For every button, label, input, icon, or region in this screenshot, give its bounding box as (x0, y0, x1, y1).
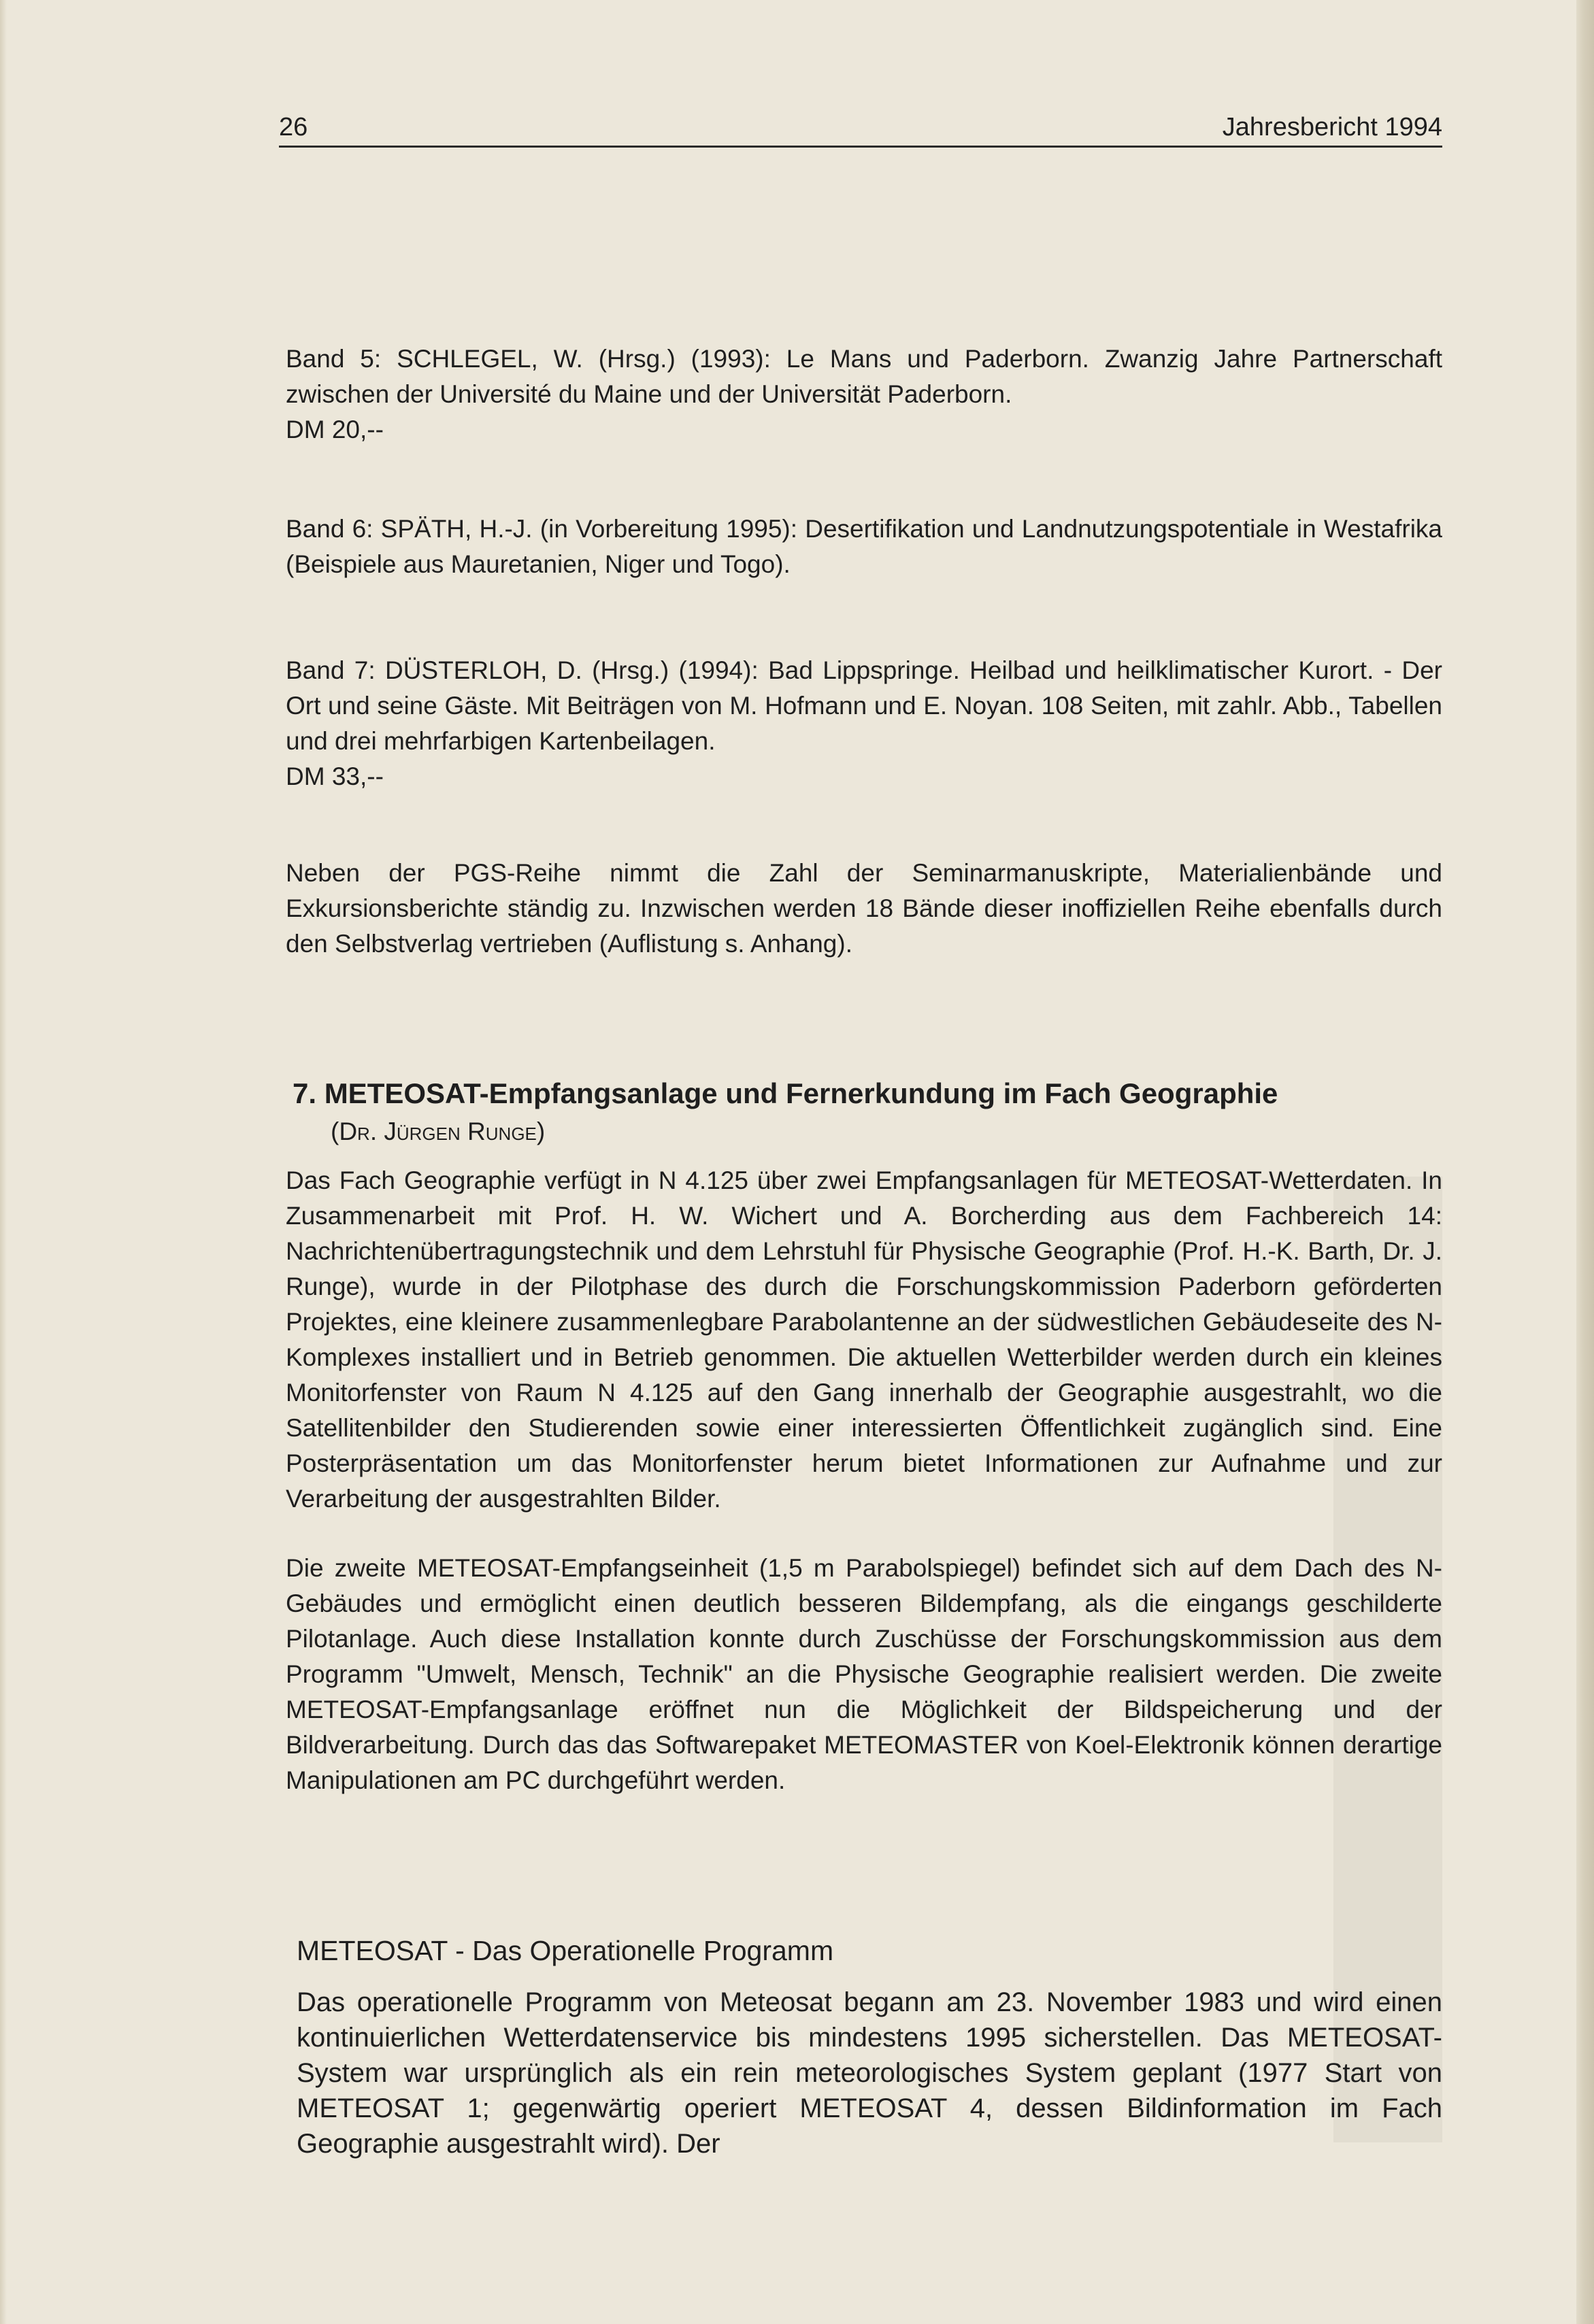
page-left-edge (0, 0, 7, 2324)
section-paragraph-2 (286, 1551, 1442, 1798)
entry-band-6 (286, 511, 1442, 582)
pgs-paragraph-text: Neben der PGS-Reihe nimmt die Zahl der Seminarmanuskripte, Materialienbände und Exkursionsberichte ständig zu. Inzwischen werden 18 Bände dieser inoffiziellen Reihe ebenfalls durch den Selbstverlag vertrieben (Auflistung s. Anhang). (286, 859, 1442, 958)
section-heading: 7. METEOSAT-Empfangsanlage und Fernerkundung im Fach Geographie (293, 1077, 1278, 1109)
entry-band-5 (286, 341, 1442, 448)
pgs-paragraph (286, 856, 1442, 962)
header-rule (279, 146, 1442, 148)
section-author: (Dr. Jürgen Runge) (331, 1117, 546, 1145)
entry-band-7-price: DM 33,-- (286, 762, 384, 790)
entry-band-7-text: Band 7: DÜSTERLOH, D. (Hrsg.) (1994): Bad Lippspringe. Heilbad und heilklimatischer Kurort. - Der Ort und seine Gäste. Mit Beiträgen von M. Hofmann und E. Noyan. 108 Seiten, mit zahlr. Abb., Tabellen und drei mehrfarbigen Kartenbeilagen. (286, 656, 1442, 755)
entry-band-5-text: Band 5: SCHLEGEL, W. (Hrsg.) (1993): Le Mans und Paderborn. Zwanzig Jahre Partnerschaft zwischen der Université du Maine und der Universität Paderborn. (286, 345, 1442, 408)
entry-band-5-price: DM 20,-- (286, 416, 384, 443)
section-paragraph-2-text: Die zweite METEOSAT-Empfangseinheit (1,5 m Parabolspiegel) befindet sich auf dem Dach des N-Gebäudes und ermöglicht einen deutlich besseren Bildempfang, als die eingangs geschilderte Pilotanlage. Auch diese Installation konnte durch Zuschüsse der Forschungskommission aus dem Programm "Umwelt, Mensch, Technik" an die Physische Geographie realisiert werden. Die zweite METEOSAT-Empfangsanlage eröffnet nun die Möglichkeit der Bildspeicherung und der Bildverarbeitung. Durch das das Softwarepaket METEOMASTER von Koel-Elektronik können derartige Manipulationen am PC durchgeführt werden. (286, 1554, 1442, 1794)
page-right-edge (1576, 0, 1594, 2324)
subsection-paragraph (297, 1985, 1442, 2161)
entry-band-6-text: Band 6: SPÄTH, H.-J. (in Vorbereitung 1995): Desertifikation und Landnutzungspotentiale in Westafrika (Beispiele aus Mauretanien, Niger und Togo). (286, 515, 1442, 578)
running-title: Jahresbericht 1994 (1222, 113, 1442, 141)
section-paragraph-1-text: Das Fach Geographie verfügt in N 4.125 über zwei Empfangsanlagen für METEOSAT-Wetterdaten. In Zusammenarbeit mit Prof. H. W. Wichert und A. Borcherding aus dem Fachbereich 14: Nachrichtenübertragungstechnik und dem Lehrstuhl für Physische Geographie (Prof. H.-K. Barth, Dr. J. Runge), wurde in der Pilotphase des durch die Forschungskommission Paderborn geförderten Projektes, eine kleinere zusammenlegbare Parabolantenne an der südwestlichen Gebäudeseite des N-Komplexes installiert und in Betrieb genommen. Die aktuellen Wetterbilder werden durch ein kleines Monitorfenster von Raum N 4.125 auf den Gang innerhalb der Geographie ausgestrahlt, wo die Satellitenbilder den Studierenden sowie einer interessierten Öffentlichkeit zugänglich sind. Eine Posterpräsentation um das Monitorfenster herum bietet Informationen zur Aufnahme und zur Verarbeitung der ausgestrahlten Bilder. (286, 1166, 1442, 1513)
page-header (279, 107, 1442, 147)
section-paragraph-1 (286, 1163, 1442, 1517)
entry-band-7 (286, 653, 1442, 794)
page-number: 26 (279, 113, 308, 141)
subsection-paragraph-text: Das operationelle Programm von Meteosat begann am 23. November 1983 und wird einen kontinuierlichen Wetterdatenservice bis mindestens 1995 sicherstellen. Das METEOSAT-System war ursprünglich als ein rein meteorologisches System geplant (1977 Start von METEOSAT 1; gegenwärtig operiert METEOSAT 4, dessen Bildinformation im Fach Geographie ausgestrahlt wird). Der (297, 1987, 1442, 2159)
subsection-heading: METEOSAT - Das Operationelle Programm (297, 1935, 834, 1966)
